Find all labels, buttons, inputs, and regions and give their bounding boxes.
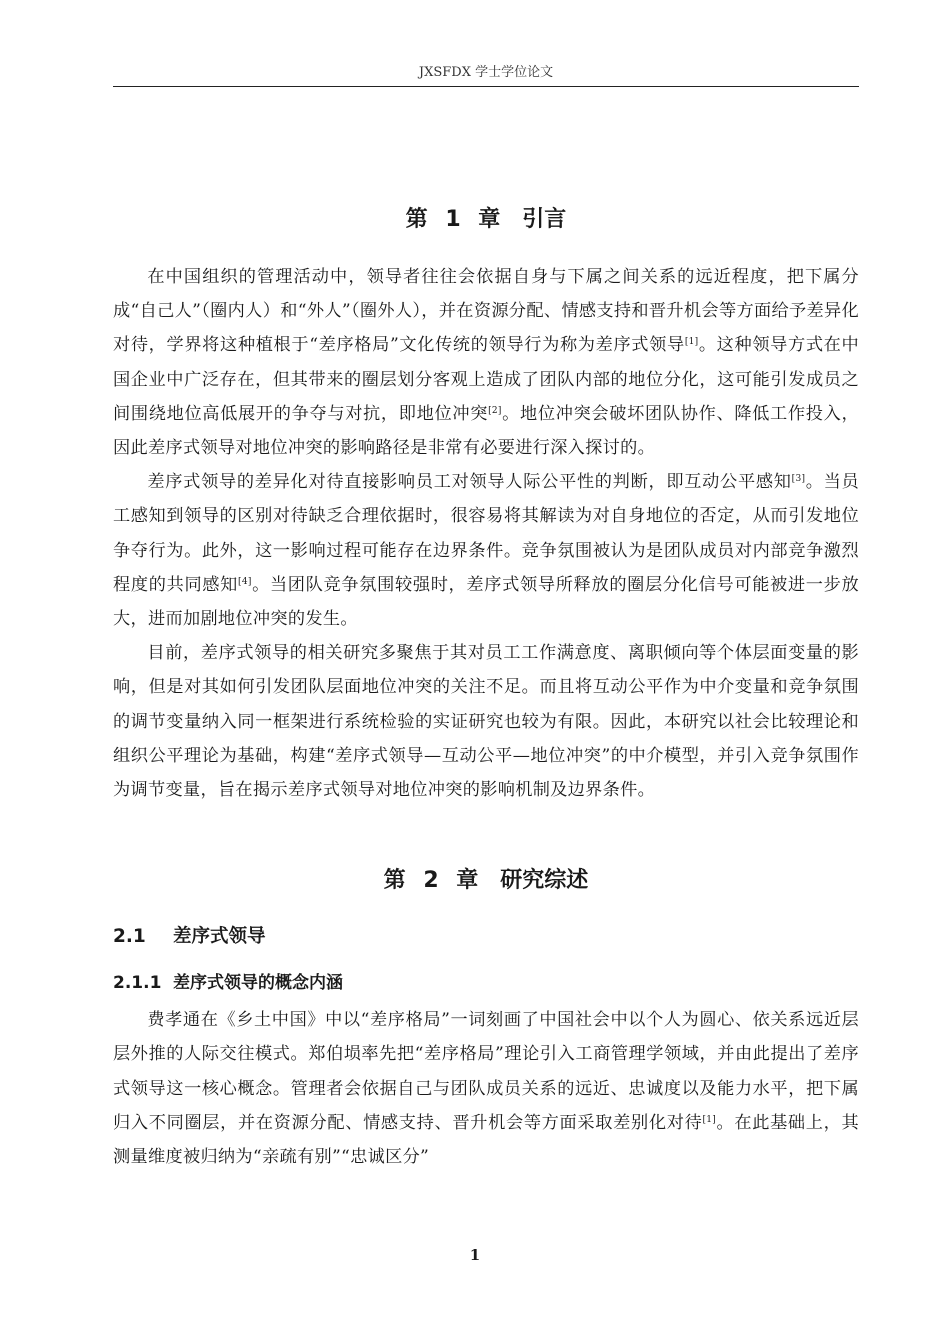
subsection-number: 2.1.1	[113, 973, 162, 994]
text-run: 差序式领导的差异化对待直接影响员工对领导人际公平性的判断，即互动公平感知	[147, 472, 792, 493]
citation-ref: [4]	[238, 576, 252, 587]
text-run: 。这种领导方式在中国企业中广泛存在，但其带来的圈层划分客观上造成了团队内部的地位分化，这可能引发成员之间围绕地位高低展开的争夺与对抗，即地位冲突	[113, 335, 859, 424]
section-title-text: 差序式领导	[173, 926, 266, 948]
section-number: 2.1	[113, 926, 146, 948]
chapter-1-paragraph-2	[113, 465, 859, 636]
text-run: 在中国组织的管理活动中，领导者往往会依据自身与下属之间关系的远近程度，把下属分成“自己人”（圈内人）和“外人”（圈外人），并在资源分配、情感支持和晋升机会等方面给予差异化对待，学界将这种植根于“差序格局”文化传统的领导行为称为差序式领导	[113, 267, 859, 356]
running-header	[113, 64, 859, 87]
text-run: 费孝通在《乡土中国》中以“差序格局”一词刻画了中国社会中以个人为圆心、依关系远近层层外推的人际交往模式。郑伯埙率先把“差序格局”理论引入工商管理学领域，并由此提出了差序式领导这一核心概念。管理者会依据自己与团队成员关系的远近、忠诚度以及能力水平，把下属归入不同圈层，并在资源分配、情感支持、晋升机会等方面采取差别化对待	[113, 1010, 859, 1133]
text-run: 。地位冲突会破坏团队协作、降低工作投入，因此差序式领导对地位冲突的影响路径是非常有必要进行深入探讨的。	[113, 403, 859, 459]
page-body	[113, 196, 859, 1174]
citation-ref: [3]	[791, 474, 806, 485]
running-header-text: JXSFDX 学士学位论文	[418, 65, 554, 80]
chapter-1-title: 第 1 章 引言	[405, 207, 567, 232]
section-2-1-heading	[113, 915, 859, 959]
page-number: 1	[469, 1246, 481, 1264]
chapter-1-paragraph-1	[113, 260, 859, 465]
chapter-2-title: 第 2 章 研究综述	[383, 868, 589, 894]
text-run: 。在此基础上，其测量维度被归纳为“亲疏有别”“忠诚区分”	[113, 1112, 860, 1168]
subsection-2-1-1-heading	[113, 963, 859, 1003]
subsection-title-text: 差序式领导的概念内涵	[173, 973, 343, 994]
citation-ref: [2]	[488, 405, 502, 416]
text-run: 。当员工感知到领导的区别对待缺乏合理依据时，很容易将其解读为对自身地位的否定，从而引发地位争夺行为。此外，这一影响过程可能存在边界条件。竞争氛围被认为是团队成员对内部竞争激烈程度的共同感知	[113, 472, 859, 595]
chapter-2-paragraph-1	[113, 1003, 859, 1174]
chapter-1-paragraph-3: 目前，差序式领导的相关研究多聚焦于其对员工工作满意度、离职倾向等个体层面变量的影响，但是对其如何引发团队层面地位冲突的关注不足。而且将互动公平作为中介变量和竞争氛围的调节变量纳入同一框架进行系统检验的实证研究也较为有限。因此，本研究以社会比较理论和组织公平理论为基础，构建“差序式领导—互动公平—地位冲突”的中介模型，并引入竞争氛围作为调节变量，旨在揭示差序式领导对地位冲突的影响机制及边界条件。	[113, 643, 859, 801]
citation-ref: [1]	[684, 337, 699, 348]
citation-ref: [1]	[702, 1114, 717, 1125]
text-run: 。当团队竞争氛围较强时，差序式领导所释放的圈层分化信号可能被进一步放大，进而加剧地位冲突的发生。	[113, 574, 860, 630]
